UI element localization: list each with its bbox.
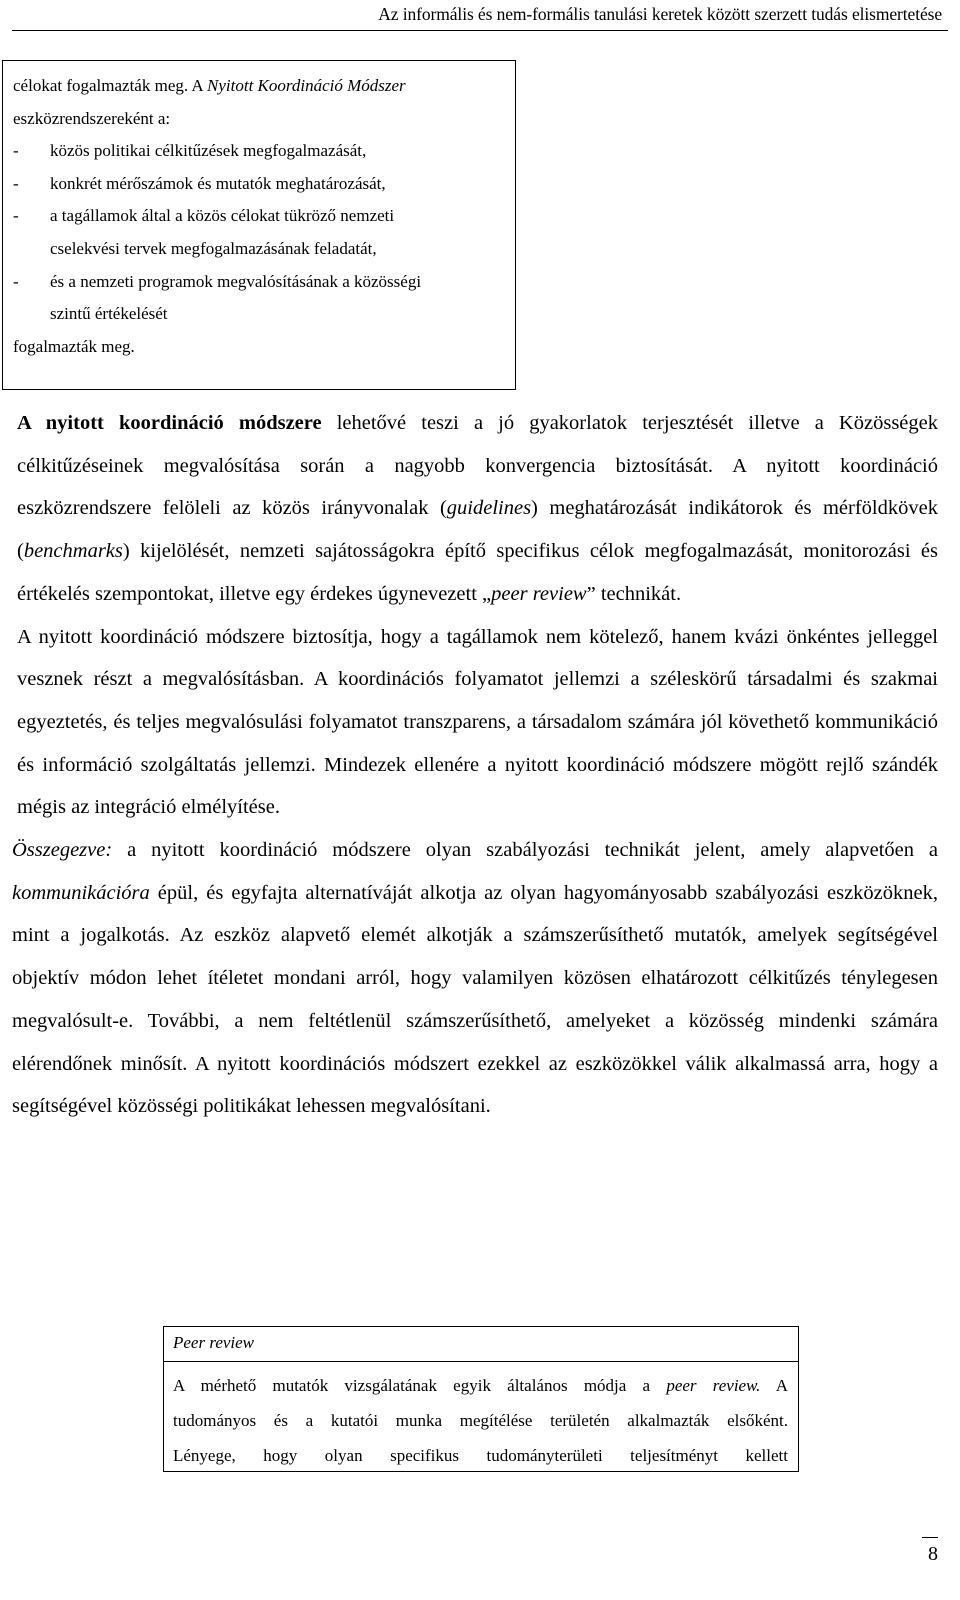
- list-item: - a tagállamok által a közös célokat tükröző nemzeti: [13, 206, 395, 226]
- box-intro-line-2: eszközrendszereként a:: [13, 108, 171, 128]
- peer-review-box-title: Peer review: [164, 1327, 798, 1362]
- box-closing-line: fogalmazták meg.: [13, 336, 135, 356]
- paragraph-1: A nyitott koordináció módszere lehetővé teszi a jó gyakorlatok terjesztését illetve a Közösségek célkitűzéseinek megvalósítása során a nagyobb konvergencia biztosítását. A nyitott koordináció eszközrendszere felöleli az közös irányvonalak (guidelines) meghatározását indikátorok és mérföldkövek (benchmarks) kijelölését, nemzeti sajátosságokra építő specifikus célok megfogalmazását, monitorozási és értékelés szempontokat, illetve egy érdekes úgynevezett „peer review” technikát.: [17, 412, 938, 605]
- tool-list-box: [2, 60, 516, 390]
- page-number: 8: [922, 1537, 938, 1566]
- running-header: Az informális és nem-formális tanulási keretek között szerzett tudás elismertetése: [378, 4, 942, 24]
- list-item-continuation: cselekvési tervek megfogalmazásának feladatát,: [50, 238, 377, 258]
- paragraph-3: Összegezve: a nyitott koordináció módszere olyan szabályozási technikát jelent, amely alapvetően a kommunikációra épül, és egyfajta alternatíváját alkotja az olyan hagyományosabb szabályozási eszközöknek, mint a jogalkotás. Az eszköz alapvető elemét alkotják a számszerűsíthető mutatók, amelyek segítségével objektív módon lehet ítéletet mondani arról, hogy valamilyen közösen elhatározott célkitűzés ténylegesen megvalósult-e. További, a nem feltétlenül számszerűsíthető, amelyeket a közösség mindenki számára elérendőnek minősít. A nyitott koordinációs módszert ezekkel az eszközökkel válik alkalmassá arra, hogy a segítségével közösségi politikákat lehessen megvalósítani.: [12, 839, 938, 1118]
- peer-review-line: tudományos és a kutatói munka megítélése területén alkalmazták elsőként.: [173, 1411, 788, 1430]
- peer-review-box: [163, 1326, 799, 1472]
- paragraph-2: A nyitott koordináció módszere biztosítja, hogy a tagállamok nem kötelező, hanem kvázi önkéntes jelleggel vesznek részt a megvalósításban. A koordinációs folyamatot jellemzi a széleskörű társadalmi és szakmai egyeztetés, és teljes megvalósulási folyamatot transzparens, a társadalom számára jól követhető kommunikáció és információ szolgáltatás jellemzi. Mindezek ellenére a nyitott koordináció módszere mögött rejlő szándék mégis az integráció elmélyítése.: [17, 625, 938, 819]
- peer-review-line: A mérhető mutatók vizsgálatának egyik általános módja a peer review. A: [173, 1376, 788, 1395]
- list-item: - és a nemzeti programok megvalósításának a közösségi: [13, 271, 422, 291]
- page-number-rule: [922, 1537, 938, 1538]
- main-text: [12, 402, 938, 1128]
- box-intro-line: célokat fogalmazták meg. A Nyitott Koordináció Módszer: [13, 76, 406, 95]
- list-item: - közös politikai célkitűzések megfogalmazását,: [13, 141, 367, 161]
- list-item: - konkrét mérőszámok és mutatók meghatározását,: [13, 173, 386, 193]
- peer-review-box-body: [164, 1362, 798, 1473]
- peer-review-line: Lényege, hogy olyan specifikus tudományterületi teljesítményt kellett: [173, 1446, 788, 1465]
- header-rule: [12, 30, 948, 31]
- list-item-continuation: szintű értékelését: [50, 304, 168, 324]
